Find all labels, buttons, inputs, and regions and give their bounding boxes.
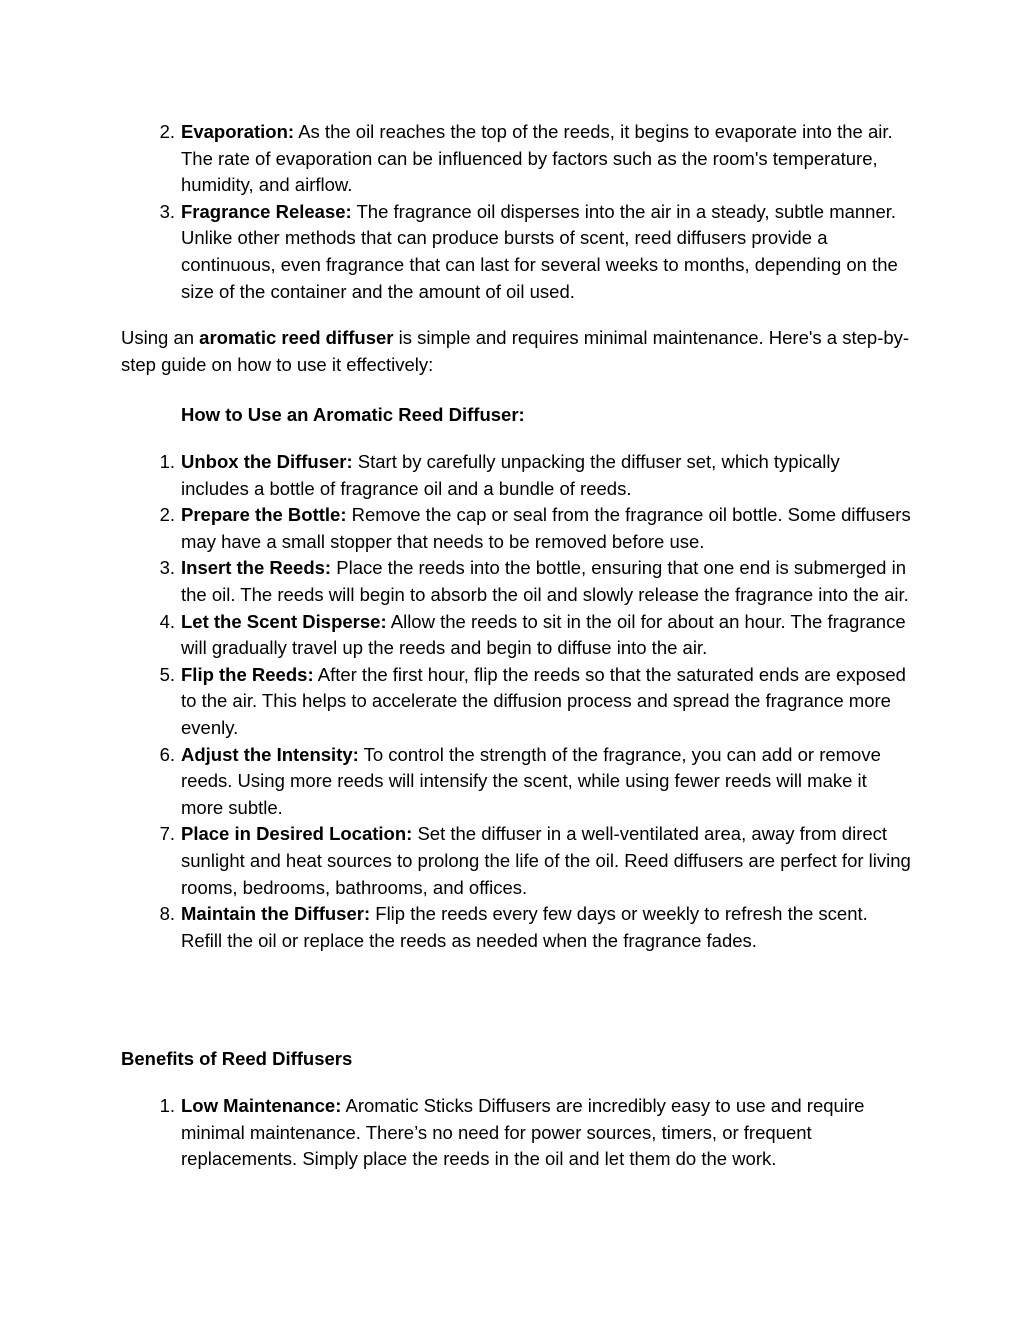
list-term: Maintain the Diffuser: [181,903,371,925]
list-item [121,199,911,305]
how-to-heading-wrap [121,402,971,429]
list-number: 1. [159,451,175,472]
list-term: Flip the Reeds: [181,663,314,685]
list-number: 8. [159,903,175,925]
intro-text-after: is simple and requires minimal maintenance. Here's a step-by-step guide on how to use it effectively: [121,327,910,375]
list-number: 2. [159,504,175,526]
benefits-list [121,1093,911,1173]
list-number: 3. [159,200,175,222]
list-item [121,901,911,954]
list-number: 6. [159,743,175,765]
list-item [121,821,911,901]
list-item [121,502,911,555]
how-to-heading: How to Use an Aromatic Reed Diffuser: [181,404,525,425]
list-number: 3. [159,557,175,579]
list-text: Remove the cap or seal from the fragrance oil bottle. Some diffusers may have a small stopper that needs to be removed before use. [181,504,911,552]
process-list [121,119,911,305]
list-number: 5. [159,663,175,685]
list-term: Let the Scent Disperse: [181,610,387,632]
list-term: Evaporation: [181,121,295,142]
list-term: Low Maintenance: [181,1095,342,1116]
how-to-steps-list [121,449,911,954]
intro-bold-text: aromatic reed diffuser [199,327,394,348]
intro-text-before: Using an [121,327,200,348]
list-number: 7. [159,823,175,845]
list-text: To control the strength of the fragrance, you can add or remove reeds. Using more reeds will intensify the scent, while using fewer reeds will make it more subtle. [181,743,881,818]
list-number: 1. [159,1095,175,1116]
intro-paragraph [121,325,921,378]
list-term: Prepare the Bottle: [181,504,347,526]
list-text: Start by carefully unpacking the diffuser set, which typically includes a bottle of fragrance oil and a bundle of reeds. [181,451,840,499]
list-item [121,662,911,742]
list-text: Aromatic Sticks Diffusers are incredibly easy to use and require minimal maintenance. There’s no need for power sources, timers, or frequent replacements. Simply place the reeds in the oil and let them do the work. [181,1095,865,1170]
list-item [121,1093,911,1173]
list-text: Allow the reeds to sit in the oil for about an hour. The fragrance will gradually travel up the reeds and begin to diffuse into the air. [181,610,906,659]
list-text: As the oil reaches the top of the reeds, it begins to evaporate into the air. The rate of evaporation can be influenced by factors such as the room's temperature, humidity, and airflow. [181,121,893,196]
list-text: The fragrance oil disperses into the air in a steady, subtle manner. Unlike other methods that can produce bursts of scent, reed diffusers provide a continuous, even fragrance that can last for several weeks to months, depending on the size of the container and the amount of oil used. [181,200,898,302]
list-item [121,119,911,199]
list-number: 4. [159,610,175,632]
list-term: Fragrance Release: [181,200,352,222]
list-text: After the first hour, flip the reeds so that the saturated ends are exposed to the air. This helps to accelerate the diffusion process and spread the fragrance more evenly. [181,663,906,738]
list-term: Adjust the Intensity: [181,743,359,765]
list-item [121,742,911,822]
list-number: 2. [159,121,175,142]
list-text: Place the reeds into the bottle, ensuring that one end is submerged in the oil. The reeds will begin to absorb the oil and slowly release the fragrance into the air. [181,557,909,605]
list-term: Insert the Reeds: [181,557,332,579]
benefits-heading-wrap [121,1046,911,1073]
list-item [121,449,911,502]
benefits-heading: Benefits of Reed Diffusers [121,1048,353,1069]
list-term: Unbox the Diffuser: [181,451,353,472]
list-item [121,609,911,662]
list-item [121,555,911,608]
list-term: Place in Desired Location: [181,823,413,845]
list-text: Flip the reeds every few days or weekly to refresh the scent. Refill the oil or replace the reeds as needed when the fragrance fades. [181,903,868,951]
list-text: Set the diffuser in a well-ventilated area, away from direct sunlight and heat sources to prolong the life of the oil. Reed diffusers are perfect for living rooms, bedrooms, bathrooms, and offices. [181,823,911,898]
